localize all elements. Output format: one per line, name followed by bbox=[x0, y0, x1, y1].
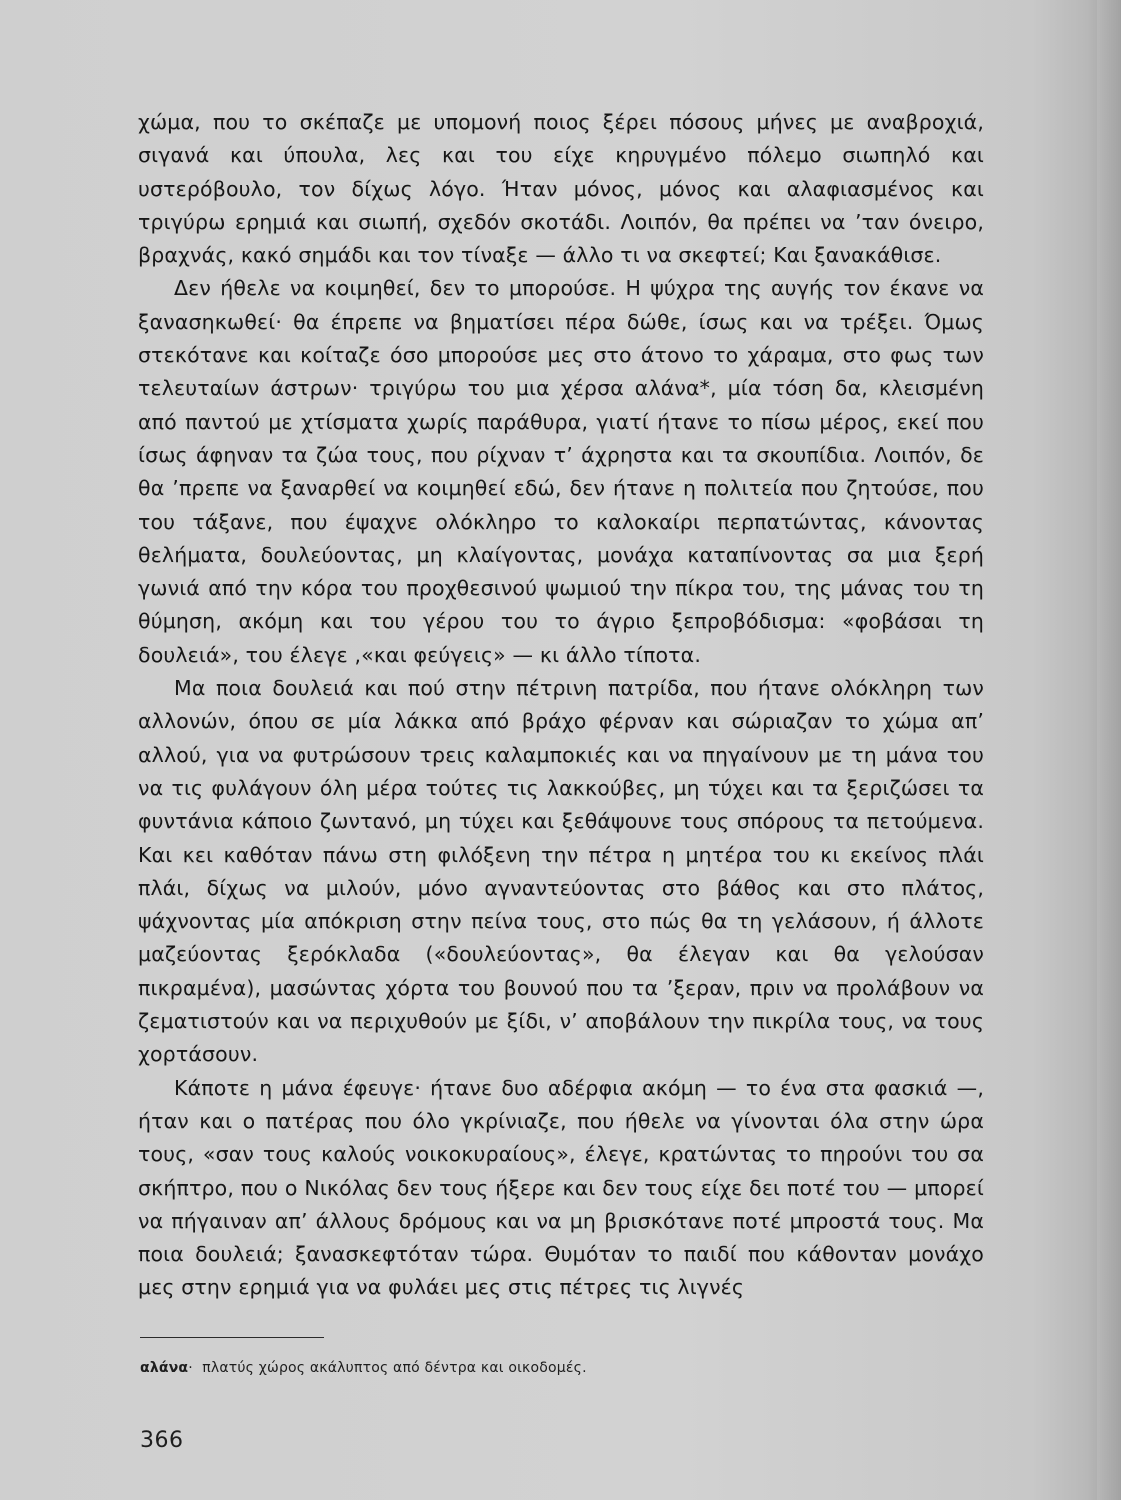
footnote-definition: πλατύς χώρος ακάλυπτος από δέντρα και οικοδομές. bbox=[202, 1360, 587, 1376]
paragraph-3: Μα ποια δουλειά και πού στην πέτρινη πατρίδα, που ήτανε ολόκληρη των αλλονών, όπου σε μία λάκκα από βράχο φέρναν και σώριαζαν το χώμα απ’ αλλού, για να φυτρώσουν τρεις καλαμποκιές και να πηγαίνουν με τη μάνα του να τις φυλάγουν όλη μέρα τούτες τις λακκούβες, μη τύχει και τα ξεριζώσει τα φυντάνια κάποιο ζωντανό, μη τύχει και ξεθάψουνε τους σπόρους τα πετούμενα. Και κει καθόταν πάνω στη φιλόξενη την πέτρα η μητέρα του κι εκείνος πλάι πλάι, δίχως να μιλούν, μόνο αγναντεύοντας στο βάθος και στο πλάτος, ψάχνοντας μία απόκριση στην πείνα τους, στο πώς θα τη γελάσουν, ή άλλοτε μαζεύοντας ξερόκλαδα («δουλεύοντας», θα έλεγαν και θα γελούσαν πικραμένα), μασώντας χόρτα του βουνού που τα ’ξεραν, πριν να προλάβουν να ζεματιστούν και να περιχυθούν με ξίδι, ν’ αποβάλουν την πικρίλα τους, να τους χορτάσουν. bbox=[138, 676, 984, 1067]
footnote-term: αλάνα bbox=[140, 1360, 189, 1376]
page-number: 366 bbox=[140, 1428, 184, 1453]
footnote-divider bbox=[140, 1337, 324, 1338]
paragraph-4: Κάποτε η μάνα έφευγε· ήτανε δυο αδέρφια ακόμη — το ένα στα φασκιά —, ήταν και ο πατέρας που όλο γκρίνιαζε, που ήθελε να γίνονται όλα στην ώρα τους, «σαν τους καλούς νοικοκυραίους», έλεγε, κρατώντας το πηρούνι του σα σκήπτρο, που ο Νικόλας δεν τους ήξερε και δεν τους είχε δει ποτέ του — μπορεί να πήγαιναν απ’ άλλους δρόμους και να μη βρισκότανε ποτέ μπροστά τους. Μα ποια δουλειά; ξανασκεφτόταν τώρα. Θυμόταν το παιδί που κάθονταν μονάχο μες στην ερημιά για να φυλάει μες στις πέτρες τις λιγνές bbox=[138, 1075, 984, 1300]
paragraph-2: Δεν ήθελε να κοιμηθεί, δεν το μπορούσε. Η ψύχρα της αυγής τον έκανε να ξανασηκωθεί· θα έπρεπε να βηματίσει πέρα δώθε, ίσως και να τρέξει. Όμως στεκότανε και κοίταζε όσο μπορούσε μες στο άτονο το χάραμα, στο φως των τελευταίων άστρων· τριγύρω του μια χέρσα αλάνα*, μία τόση δα, κλεισμένη από παντού με χτίσματα χωρίς παράθυρα, γιατί ήτανε το πίσω μέρος, εκεί που ίσως άφηναν τα ζώα τους, που ρίχναν τ’ άχρηστα και τα σκουπίδια. Λοιπόν, δε θα ’πρεπε να ξαναρθεί να κοιμηθεί εδώ, δεν ήτανε η πολιτεία που ζητούσε, που του τάξανε, που έψαχνε ολόκληρο το καλοκαίρι περπατώντας, κάνοντας θελήματα, δουλεύοντας, μη κλαίγοντας, μονάχα καταπίνοντας σα μια ξερή γωνιά από την κόρα του προχθεσινού ψωμιού την πίκρα του, της μάνας του τη θύμηση, ακόμη και του γέρου του το άγριο ξεπροβόδισμα: «φοβάσαι τη δουλειά», του έλεγε ,«και φεύγεις» — κι άλλο τίποτα. bbox=[138, 276, 984, 667]
facing-page-edge bbox=[1097, 0, 1121, 1500]
paragraph-1: χώμα, που το σκέπαζε με υπομονή ποιος ξέρει πόσους μήνες με αναβροχιά, σιγανά και ύπουλα, λες και του είχε κηρυγμένο πόλεμο σιωπηλό και υστερόβουλο, τον δίχως λόγο. Ήταν μόνος, μόνος και αλαφιασμένος και τριγύρω ερημιά και σιωπή, σχεδόν σκοτάδι. Λοιπόν, θα πρέπει να ’ταν όνειρο, βραχνάς, κακό σημάδι και τον τίναξε — άλλο τι να σκεφτεί; Και ξανακάθισε. bbox=[138, 110, 984, 268]
footnote-separator: · bbox=[188, 1360, 203, 1376]
footnote bbox=[140, 1360, 587, 1376]
body-text bbox=[138, 106, 984, 1305]
